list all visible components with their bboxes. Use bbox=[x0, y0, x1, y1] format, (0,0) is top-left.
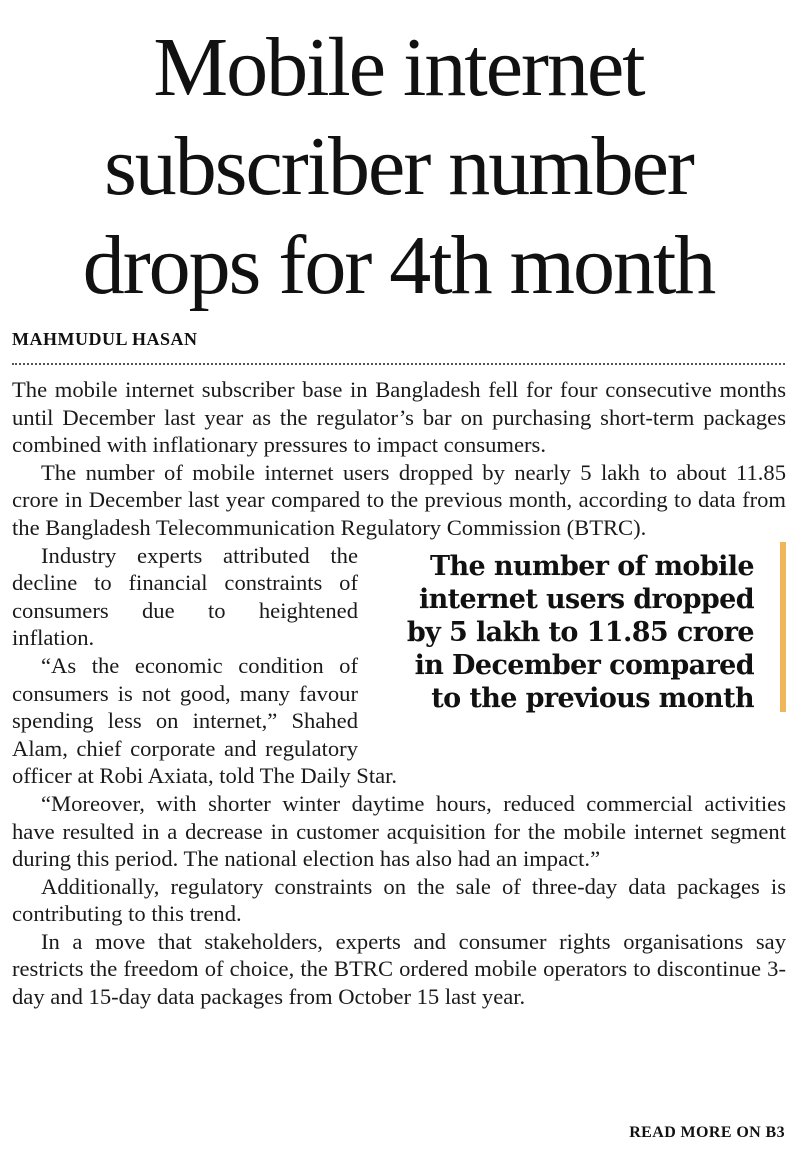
headline bbox=[6, 18, 791, 315]
dotted-divider bbox=[12, 363, 785, 365]
pull-quote-text bbox=[354, 550, 754, 715]
pull-quote-line: internet users dropped bbox=[418, 583, 754, 615]
paragraph: Industry experts attributed the decline to financial constraints of consumers due to heightened inflation. bbox=[12, 542, 358, 651]
byline: MAHMUDUL HASAN bbox=[12, 329, 198, 349]
pull-quote-line: in December compared bbox=[414, 649, 754, 681]
pull-quote bbox=[376, 542, 786, 712]
pull-quote-line: by 5 lakh to 11.85 crore bbox=[406, 616, 754, 648]
pull-quote-line: to the previous month bbox=[431, 682, 754, 714]
headline-line: drops for 4th month bbox=[82, 219, 715, 312]
pull-quote-line: The number of mobile bbox=[430, 550, 754, 582]
headline-line: subscriber number bbox=[104, 120, 693, 213]
paragraph: The number of mobile internet users dropped by nearly 5 lakh to about 11.85 crore in December last year compared to the previous month, according to data from the Bangladesh Telecommunication Regulatory Commission (BTRC). bbox=[12, 459, 786, 540]
article-body bbox=[12, 376, 786, 1011]
paragraph: “Moreover, with shorter winter daytime hours, reduced commercial activities have resulted in a decrease in customer acquisition for the mobile internet segment during this period. The national election has also had an impact.” bbox=[12, 790, 786, 872]
paragraph: “As the economic condition of consumers is not good, many favour spending less on internet,” Shahed Alam, chief corporate and regulatory officer at Robi Axiata, told The Daily Star. bbox=[12, 652, 398, 789]
headline-line: Mobile internet bbox=[153, 21, 644, 114]
paragraph: In a move that stakeholders, experts and consumer rights organisations say restricts the freedom of choice, the BTRC ordered mobile operators to discontinue 3-day and 15-day data packages from October 15 last year. bbox=[12, 928, 786, 1010]
read-more-link[interactable]: READ MORE ON B3 bbox=[629, 1124, 785, 1141]
paragraph: Additionally, regulatory constraints on the sale of three-day data packages is contributing to this trend. bbox=[12, 873, 786, 927]
paragraph: The mobile internet subscriber base in Bangladesh fell for four consecutive months until December last year as the regulator’s bar on purchasing short-term packages combined with inflationary pressures to impact consumers. bbox=[12, 377, 786, 458]
